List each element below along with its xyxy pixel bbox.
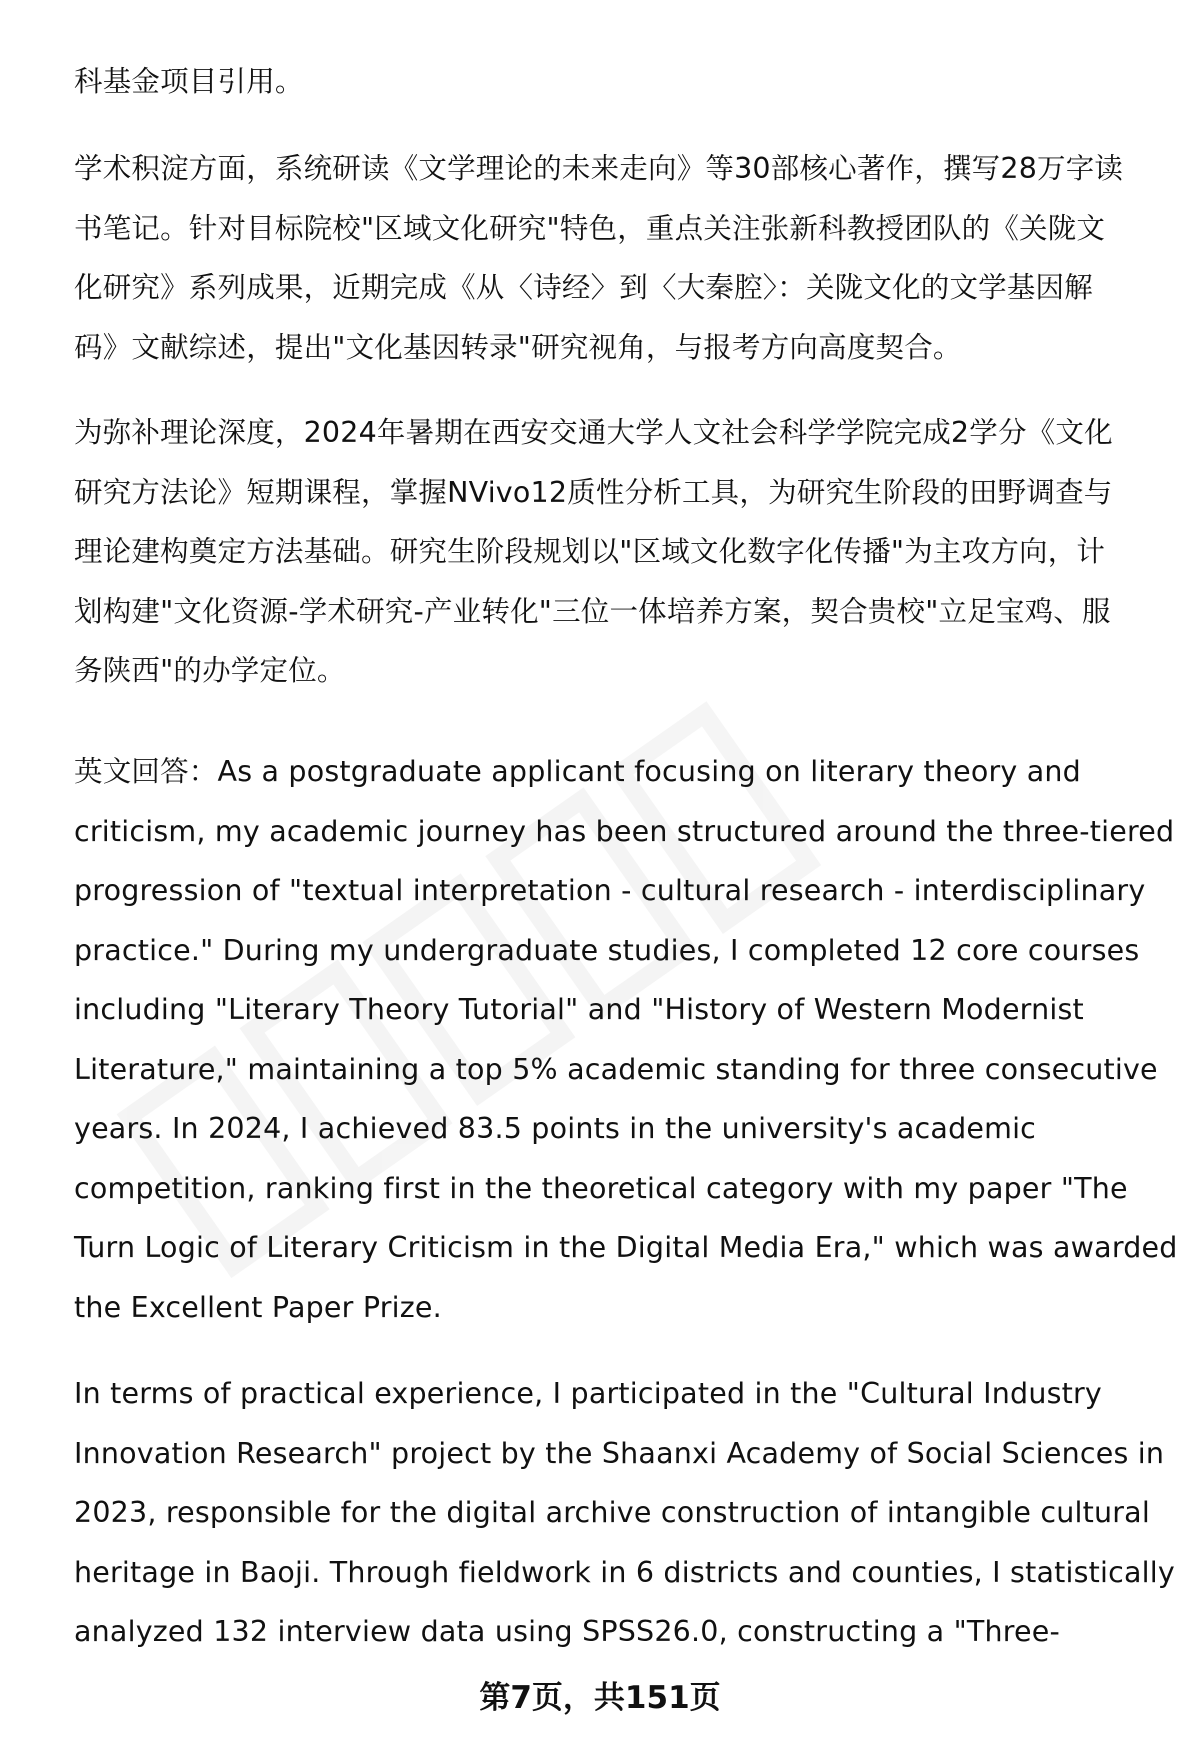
paragraph (74, 1364, 1175, 1662)
text-line: progression of "textual interpretation - cultural research - interdisciplinary (74, 874, 1146, 907)
text-line: Innovation Research" project by the Shaanxi Academy of Social Sciences in (74, 1436, 1165, 1470)
text-line: 科基金项目引用。 (74, 65, 304, 98)
text-line: In terms of practical experience, I participated in the "Cultural Industry (74, 1377, 1102, 1410)
page-number-footer: 第7页，共151页 (479, 1680, 721, 1716)
text-line: analyzed 132 interview data using SPSS26.0, constructing a "Three- (74, 1615, 1060, 1648)
text-line: practice." During my undergraduate studies, I completed 12 core courses (74, 933, 1140, 967)
paragraph (74, 403, 1154, 701)
paragraph (74, 139, 1154, 377)
text-line: 务陕西"的办学定位。 (74, 654, 346, 687)
text-line: competition, ranking first in the theoretical category with my paper "The (74, 1171, 1128, 1205)
text-line: 2023, responsible for the digital archive construction of intangible cultural (74, 1496, 1150, 1529)
paragraph (74, 742, 1178, 1337)
text-line: 研究方法论》短期课程，掌握NVivo12质性分析工具，为研究生阶段的田野调查与 (74, 475, 1113, 509)
text-line: Literature," maintaining a top 5% academic standing for three consecutive (74, 1052, 1158, 1086)
text-line: including "Literary Theory Tutorial" and "History of Western Modernist (74, 993, 1084, 1026)
text-line: 书笔记。针对目标院校"区域文化研究"特色，重点关注张新科教授团队的《关陇文 (74, 211, 1106, 245)
text-line: heritage in Baoji. Through fieldwork in 6 districts and counties, I statistically (74, 1555, 1175, 1589)
text-line: criticism, my academic journey has been structured around the three-tiered (74, 814, 1175, 848)
text-line: 化研究》系列成果，近期完成《从〈诗经〉到〈大秦腔〉：关陇文化的文学基因解 (74, 271, 1093, 304)
text-line: 为弥补理论深度，2024年暑期在西安交通大学人文社会科学学院完成2学分《文化 (74, 416, 1113, 449)
text-line: 划构建"文化资源-学术研究-产业转化"三位一体培养方案，契合贵校"立足宝鸡、服 (74, 594, 1111, 628)
text-line: years. In 2024, I achieved 83.5 points in the university's academic (74, 1112, 1037, 1145)
text-line: Turn Logic of Literary Criticism in the Digital Media Era," which was awarded (74, 1231, 1178, 1264)
text-line: 码》文献综述，提出"文化基因转录"研究视角，与报考方向高度契合。 (74, 330, 962, 364)
text-line: 学术积淀方面，系统研读《文学理论的未来走向》等30部核心著作，撰写28万字读 (74, 152, 1124, 185)
text-line: 理论建构奠定方法基础。研究生阶段规划以"区域文化数字化传播"为主攻方向，计 (74, 535, 1106, 568)
paragraph (74, 52, 1154, 112)
text-line: 英文回答：As a postgraduate applicant focusing on literary theory and (74, 755, 1081, 788)
text-line: the Excellent Paper Prize. (74, 1290, 442, 1324)
